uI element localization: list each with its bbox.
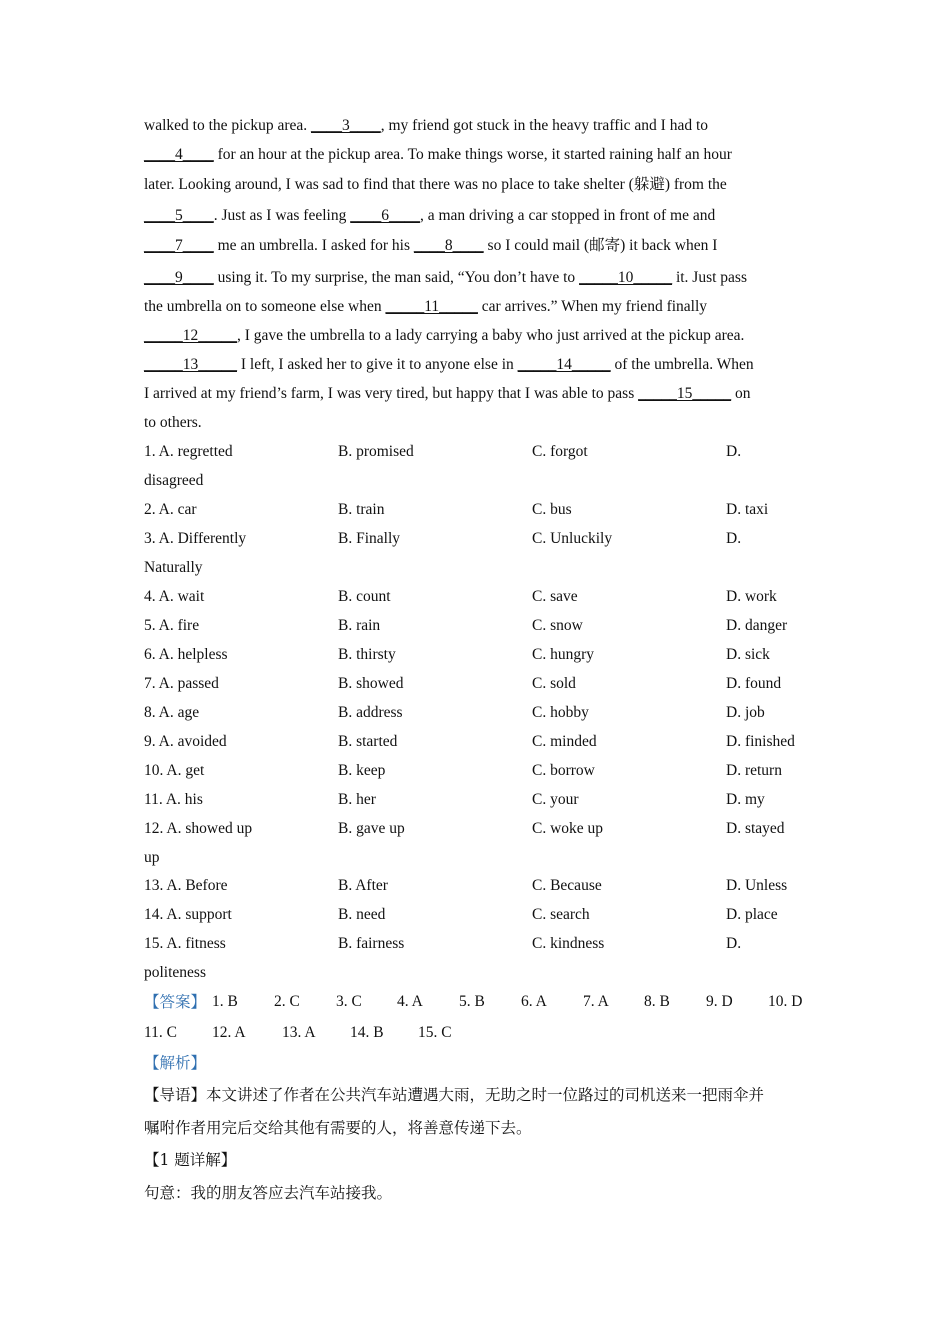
intro-label: 【导语】	[144, 1086, 207, 1104]
blank-7: ____7____	[144, 237, 214, 254]
option-a: 15. A. fitness	[144, 935, 226, 952]
option-a: 3. A. Differently	[144, 530, 247, 547]
passage-text: it. Just pass	[672, 269, 747, 286]
blank-4: ____4____	[144, 146, 214, 163]
option-b: B. need	[338, 906, 386, 923]
passage-line	[144, 268, 747, 288]
option-c: C. sold	[532, 675, 576, 692]
passage-line	[144, 116, 708, 136]
passage-line	[144, 384, 751, 404]
option-d: D. danger	[726, 617, 788, 634]
option-a: 4. A. wait	[144, 588, 205, 605]
option-d: D. Unless	[726, 877, 788, 894]
answer-item: 5. B	[459, 993, 485, 1010]
blank-6: ____6____	[350, 207, 420, 224]
option-d-wrap: politeness	[144, 964, 206, 981]
passage-text: to others.	[144, 414, 202, 431]
blank-3: ____3____	[311, 117, 381, 134]
analysis-label: 【解析】	[144, 1054, 207, 1072]
answer-item: 11. C	[144, 1024, 178, 1041]
passage-line	[144, 297, 707, 317]
option-c: C. kindness	[532, 935, 605, 952]
answer-label: 【答案】	[144, 993, 207, 1011]
option-c: C. minded	[532, 733, 597, 750]
option-a: 9. A. avoided	[144, 733, 227, 750]
answer-item: 4. A	[397, 993, 423, 1010]
option-b: B. After	[338, 877, 388, 894]
passage-text: . Just as I was feeling	[213, 207, 351, 224]
option-b: B. address	[338, 704, 403, 721]
option-c: C. search	[532, 906, 590, 923]
option-d: D. job	[726, 704, 765, 721]
option-c: C. bus	[532, 501, 572, 518]
question-detail-label: 【1 题详解】	[144, 1151, 237, 1169]
passage-text: later. Looking around, I was sad to find that there was no place to take shelter (躲避) from the	[144, 176, 727, 193]
option-a: 1. A. regretted	[144, 443, 233, 460]
passage-text: on	[731, 385, 751, 402]
blank-9: ____9____	[144, 269, 214, 286]
option-c: C. Unluckily	[532, 530, 613, 547]
option-d-wrap: Naturally	[144, 559, 203, 576]
intro-paragraph-line: 嘱咐作者用完后交给其他有需要的人，将善意传递下去。	[144, 1119, 532, 1137]
option-d: D.	[726, 443, 742, 460]
option-d: D. return	[726, 762, 782, 779]
passage-text: so I could mail (邮寄) it back when I	[483, 237, 718, 254]
answer-item: 10. D	[768, 993, 803, 1010]
option-a: 8. A. age	[144, 704, 200, 721]
passage-text: walked to the pickup area.	[144, 117, 311, 134]
passage-line	[144, 145, 732, 165]
option-a: 7. A. passed	[144, 675, 219, 692]
option-b: B. gave up	[338, 820, 405, 837]
blank-15: _____15_____	[638, 385, 732, 402]
option-d: D. place	[726, 906, 778, 923]
passage-text: the umbrella on to someone else when	[144, 298, 386, 315]
option-b: B. keep	[338, 762, 386, 779]
answer-item: 14. B	[350, 1024, 384, 1041]
passage-line	[144, 175, 727, 195]
option-c: C. hobby	[532, 704, 589, 721]
option-b: B. rain	[338, 617, 381, 634]
blank-11: _____11_____	[385, 298, 478, 315]
option-d: D. work	[726, 588, 777, 605]
passage-text: I left, I asked her to give it to anyone else in	[237, 356, 518, 373]
passage-text: using it. To my surprise, the man said, “You don’t have to	[213, 269, 580, 286]
option-d: D. taxi	[726, 501, 769, 518]
answer-item: 13. A	[282, 1024, 316, 1041]
answer-item: 8. B	[644, 993, 670, 1010]
option-c: C. woke up	[532, 820, 604, 837]
answer-item: 7. A	[583, 993, 609, 1010]
option-a: 13. A. Before	[144, 877, 228, 894]
option-b: B. promised	[338, 443, 414, 460]
option-c: C. your	[532, 791, 579, 808]
blank-5: ____5____	[144, 207, 214, 224]
option-d-wrap: disagreed	[144, 472, 204, 489]
option-a: 5. A. fire	[144, 617, 200, 634]
passage-line	[144, 236, 717, 256]
blank-8: ____8____	[413, 237, 484, 254]
passage-line	[144, 413, 202, 433]
answer-item: 3. C	[336, 993, 362, 1010]
option-c: C. forgot	[532, 443, 588, 460]
answer-item: 2. C	[274, 993, 300, 1010]
blank-13: _____13_____	[144, 356, 237, 373]
intro-paragraph-line	[144, 1085, 764, 1105]
option-a-wrap: up	[144, 849, 160, 866]
passage-line	[144, 206, 715, 226]
option-b: B. train	[338, 501, 385, 518]
option-b: B. count	[338, 588, 391, 605]
option-b: B. Finally	[338, 530, 401, 547]
option-d: D. sick	[726, 646, 770, 663]
option-d: D.	[726, 935, 742, 952]
option-a: 12. A. showed up	[144, 820, 253, 837]
passage-text: me an umbrella. I asked for his	[213, 237, 414, 254]
option-d: D.	[726, 530, 742, 547]
option-c: C. snow	[532, 617, 583, 634]
option-a: 10. A. get	[144, 762, 205, 779]
passage-text: car arrives.” When my friend finally	[477, 298, 708, 315]
option-c: C. borrow	[532, 762, 595, 779]
option-c: C. hungry	[532, 646, 594, 663]
option-b: B. thirsty	[338, 646, 396, 663]
option-b: B. started	[338, 733, 398, 750]
option-a: 6. A. helpless	[144, 646, 228, 663]
answer-item: 6. A	[521, 993, 547, 1010]
blank-10: _____10_____	[579, 269, 673, 286]
passage-text: I arrived at my friend’s farm, I was very tired, but happy that I was able to pass	[144, 385, 639, 402]
blank-14: _____14_____	[517, 356, 611, 373]
option-c: C. Because	[532, 877, 602, 894]
question-detail-text: 句意：我的朋友答应去汽车站接我。	[144, 1184, 393, 1202]
option-d: D. my	[726, 791, 765, 808]
blank-12: _____12_____	[144, 327, 237, 344]
option-b: B. showed	[338, 675, 404, 692]
answer-item: 1. B	[212, 993, 238, 1010]
option-b: B. fairness	[338, 935, 405, 952]
option-d: D. stayed	[726, 820, 785, 837]
option-a: 11. A. his	[144, 791, 203, 808]
passage-text: , my friend got stuck in the heavy traffic and I had to	[380, 117, 709, 134]
answer-item: 12. A	[212, 1024, 246, 1041]
passage-text: , I gave the umbrella to a lady carrying a baby who just arrived at the pickup area.	[237, 327, 745, 344]
option-a: 14. A. support	[144, 906, 232, 923]
answer-item: 9. D	[706, 993, 733, 1010]
answer-item: 15. C	[418, 1024, 452, 1041]
option-d: D. found	[726, 675, 782, 692]
intro-text: 本文讲述了作者在公共汽车站遭遇大雨，无助之时一位路过的司机送来一把雨伞并	[206, 1086, 765, 1104]
passage-text: for an hour at the pickup area. To make things worse, it started raining half an hour	[213, 146, 732, 163]
passage-text: , a man driving a car stopped in front of me and	[419, 207, 716, 224]
passage-line	[144, 326, 744, 346]
option-a: 2. A. car	[144, 501, 197, 518]
passage-text: of the umbrella. When	[610, 356, 754, 373]
passage-line	[144, 355, 754, 375]
option-d: D. finished	[726, 733, 795, 750]
option-c: C. save	[532, 588, 578, 605]
option-b: B. her	[338, 791, 376, 808]
